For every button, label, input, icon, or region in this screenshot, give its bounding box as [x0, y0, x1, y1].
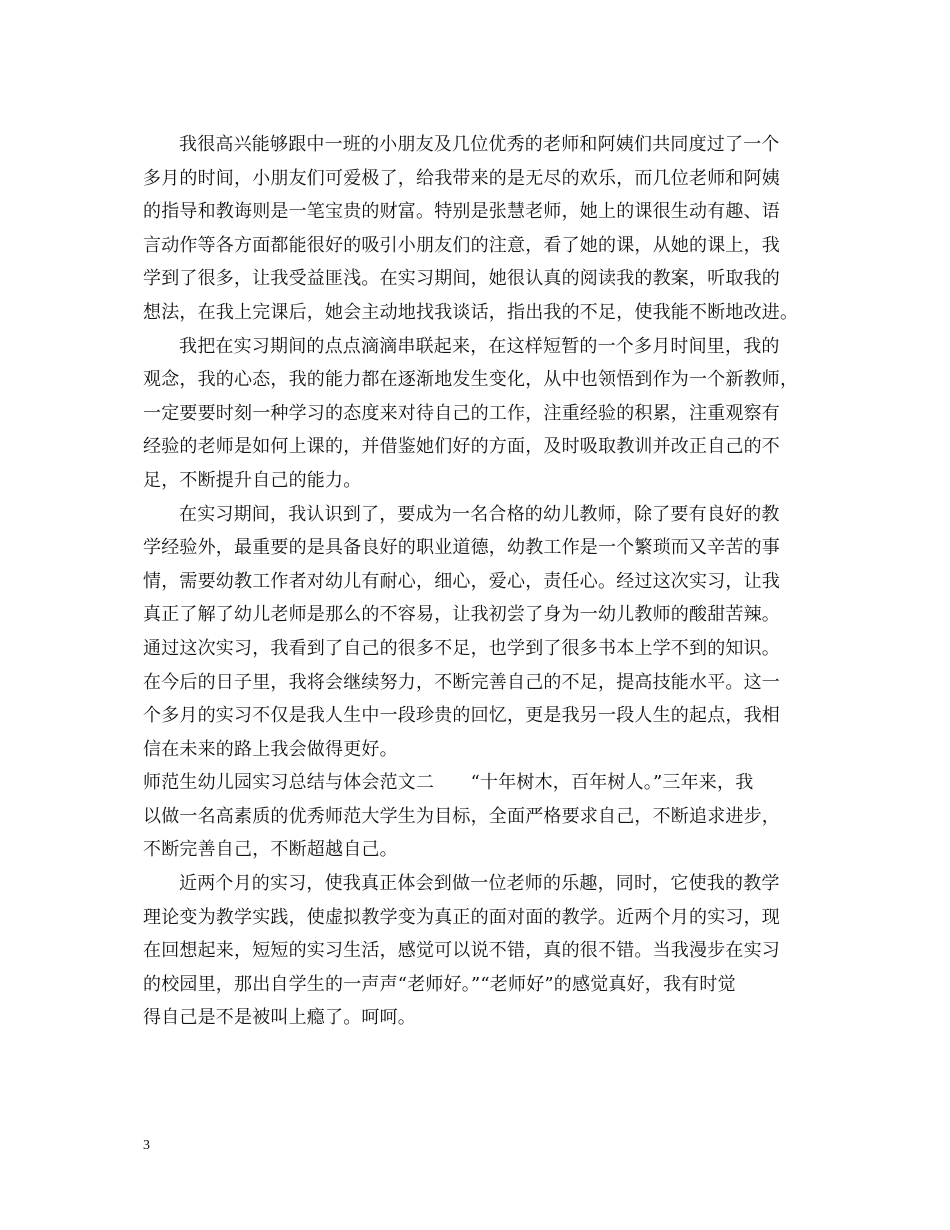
text-line: 在实习期间，我认识到了，要成为一名合格的幼儿教师，除了要有良好的教	[179, 503, 780, 525]
text-line: 的指导和教诲则是一笔宝贵的财富。特别是张慧老师，她上的课很生动有趣、语	[143, 201, 780, 223]
text-line: 我把在实习期间的点点滴滴串联起来，在这样短暂的一个多月时间里，我的	[179, 335, 780, 357]
text-line: 不断完善自己，不断超越自己。	[143, 839, 398, 861]
document-body	[143, 128, 803, 1035]
text-line: 想法，在我上完课后，她会主动地找我谈话，指出我的不足，使我能不断地改进。	[143, 301, 799, 323]
text-line: 观念，我的心态，我的能力都在逐渐地发生变化，从中也领悟到作为一个新教师，	[143, 369, 799, 391]
section-heading-line: 师范生幼儿园实习总结与体会范文二 “十年树木，百年树人。”三年来，我	[143, 772, 754, 794]
text-line: 在今后的日子里，我将会继续努力，不断完善自己的不足，提高技能水平。这一	[143, 671, 780, 693]
text-line: 经验的老师是如何上课的，并借鉴她们好的方面，及时吸取教训并改正自己的不	[143, 436, 780, 458]
text-line: 信在未来的路上我会做得更好。	[143, 738, 398, 760]
text-line: 通过这次实习，我看到了自己的很多不足，也学到了很多书本上学不到的知识。	[143, 637, 780, 659]
page-number: 3	[143, 1138, 150, 1153]
text-line: 一定要要时刻一种学习的态度来对待自己的工作，注重经验的积累，注重观察有	[143, 402, 780, 424]
text-line: 近两个月的实习，使我真正体会到做一位老师的乐趣，同时，它使我的教学	[179, 873, 780, 895]
text-line: 真正了解了幼儿老师是那么的不容易，让我初尝了身为一幼儿教师的酸甜苦辣。	[143, 604, 780, 626]
text-line: 的校园里，那出自学生的一声声“老师好。”“老师好”的感觉真好，我有时觉	[143, 973, 736, 995]
text-line: 我很高兴能够跟中一班的小朋友及几位优秀的老师和阿姨们共同度过了一个	[179, 134, 780, 155]
text-line: 学到了很多，让我受益匪浅。在实习期间，她很认真的阅读我的教案，听取我的	[143, 268, 780, 290]
text-line: 在回想起来，短短的实习生活，感觉可以说不错，真的很不错。当我漫步在实习	[143, 940, 780, 962]
text-line: 言动作等各方面都能很好的吸引小朋友们的注意，看了她的课，从她的课上，我	[143, 234, 780, 256]
text-line: 多月的时间，小朋友们可爱极了，给我带来的是无尽的欢乐，而几位老师和阿姨	[143, 167, 780, 189]
text-line: 理论变为教学实践，使虚拟教学变为真正的面对面的教学。近两个月的实习，现	[143, 906, 780, 928]
text-line: 学经验外，最重要的是具备良好的职业道德，幼教工作是一个繁琐而又辛苦的事	[143, 537, 780, 559]
text-line: 得自己是不是被叫上瘾了。呵呵。	[143, 1007, 416, 1029]
text-line: 以做一名高素质的优秀师范大学生为目标，全面严格要求自己，不断追求进步，	[143, 805, 780, 827]
text-line: 情，需要幼教工作者对幼儿有耐心，细心，爱心，责任心。经过这次实习，让我	[143, 570, 780, 592]
text-line: 足，不断提升自己的能力。	[143, 469, 362, 491]
text-line: 个多月的实习不仅是我人生中一段珍贵的回忆，更是我另一段人生的起点，我相	[143, 705, 780, 727]
